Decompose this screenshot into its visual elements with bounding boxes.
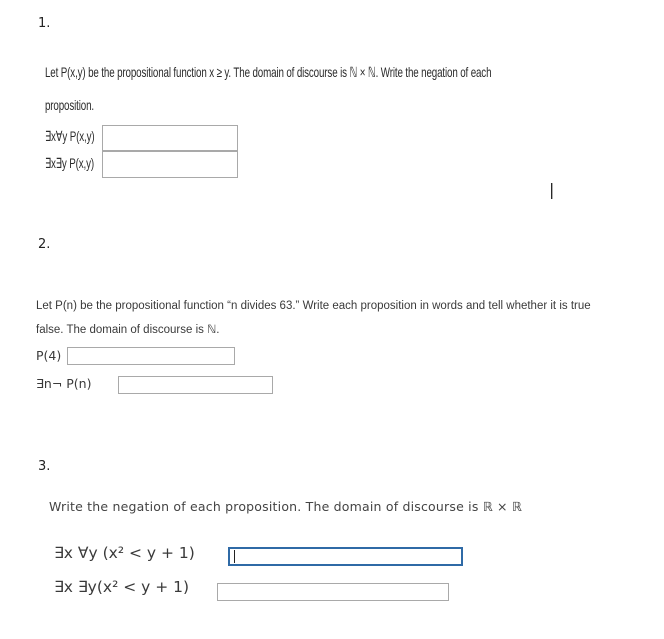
question-1-answer-1-input[interactable] [102,125,238,151]
question-2-item-2-label: ∃n¬ P(n) [36,376,92,391]
question-3-item-1-label: ∃x ∀y (x² < y + 1) [54,544,195,562]
question-1-item-1-label: ∃x∀y P(x,y) [45,128,95,144]
question-2-answer-2-input[interactable] [118,376,273,394]
question-3-answer-2-input[interactable] [217,583,449,601]
question-3-item-2-label: ∃x ∃y(x² < y + 1) [54,578,190,596]
question-2-prompt-line2: false. The domain of discourse is ℕ. [36,324,220,336]
question-2-item-1-label: P(4) [36,348,62,363]
input-caret [234,550,235,563]
question-3-answer-1-input[interactable] [228,547,463,566]
question-1-prompt-line1: Let P(x,y) be the propositional function x ≥ y. The domain of discourse is ℕ × ℕ. Write the negation of each [45,64,492,80]
question-1-prompt-line2: proposition. [45,97,94,113]
question-2-prompt-line1: Let P(n) be the propositional function “n divides 63.” Write each proposition in words and tell whether it is true [36,300,591,312]
question-1-number: 1. [38,16,51,31]
question-2-number: 2. [38,237,51,252]
question-1-answer-2-input[interactable] [102,151,238,178]
question-3-number: 3. [38,459,51,474]
question-2-answer-1-input[interactable] [67,347,235,365]
text-cursor-glyph: | [549,180,555,199]
question-3-prompt-line1: Write the negation of each proposition. The domain of discourse is ℝ × ℝ [49,499,522,514]
question-1-item-2-label: ∃x∃y P(x,y) [45,155,94,171]
